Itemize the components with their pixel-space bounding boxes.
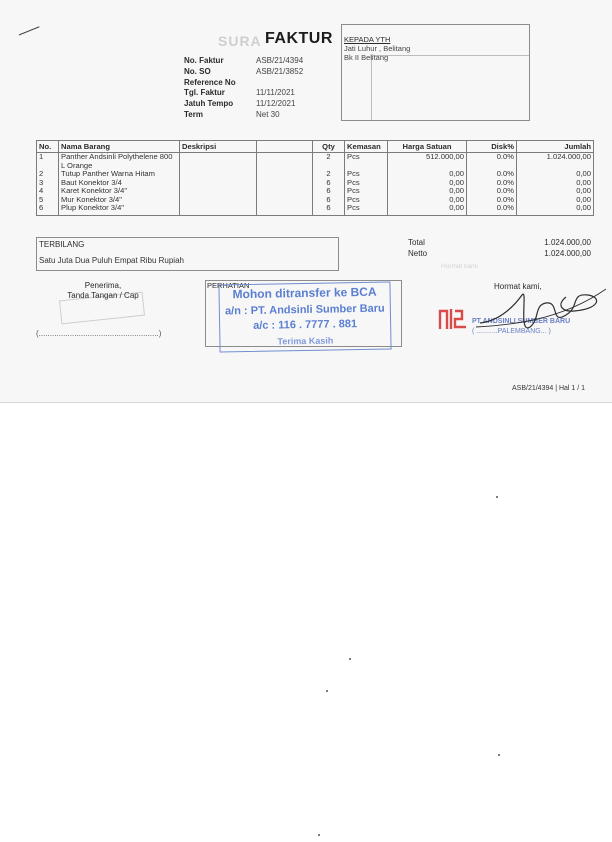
cell-no: 1 xyxy=(37,153,59,171)
cell-disk: 0.0% xyxy=(467,187,517,196)
cell-kemasan: Pcs xyxy=(345,170,388,179)
recipient-label: KEPADA YTH xyxy=(344,35,391,44)
meta-row xyxy=(184,78,303,89)
cell-no: 6 xyxy=(37,204,59,213)
cell-disk: 0.0% xyxy=(467,170,517,179)
speck xyxy=(326,690,328,692)
col-header-kemasan: Kemasan xyxy=(345,141,388,153)
cell-no: 5 xyxy=(37,196,59,205)
cell-blank xyxy=(257,187,313,196)
stamp-line-3: a/c : 116 . 7777 . 881 xyxy=(253,318,358,332)
items-table xyxy=(36,140,594,216)
meta-row xyxy=(184,99,303,110)
speck xyxy=(498,754,500,756)
meta-label: Term xyxy=(184,109,203,119)
cell-disk: 0.0% xyxy=(467,153,517,171)
cell-desk xyxy=(180,187,257,196)
cell-disk: 0.0% xyxy=(467,204,517,213)
company-signature-line: ( ...........PALEMBANG... ) xyxy=(472,328,551,335)
cell-blank xyxy=(257,153,313,171)
meta-value: ASB/21/3852 xyxy=(256,66,304,76)
cell-kemasan: Pcs xyxy=(345,187,388,196)
recipient-address-line1: Jati Luhur , Belitang xyxy=(344,44,411,53)
meta-value: ASB/21/4394 xyxy=(256,56,304,65)
cell-nama: Tutup Panther Warna Hitam xyxy=(59,170,180,179)
total-value: 1.024.000,00 xyxy=(544,238,591,247)
cell-harga: 0,00 xyxy=(388,204,467,213)
meta-row xyxy=(184,110,303,121)
cell-jumlah: 0,00 xyxy=(517,204,594,213)
receiver-sublabel: Tanda Tangan / Cap xyxy=(67,290,139,300)
cell-filler xyxy=(59,213,180,216)
cell-nama: Baut Konektor 3/4 xyxy=(59,179,180,188)
meta-label: No. SO xyxy=(184,66,211,76)
cell-nama: Mur Konektor 3/4" xyxy=(59,196,180,205)
cell-filler xyxy=(388,213,467,216)
table-row xyxy=(37,204,594,213)
handwritten-signature xyxy=(470,275,610,345)
cell-kemasan: Pcs xyxy=(345,204,388,213)
cell-qty: 6 xyxy=(313,187,345,196)
meta-row xyxy=(184,88,303,99)
stamp-line-1: Mohon ditransfer ke BCA xyxy=(232,284,377,302)
cell-harga: 0,00 xyxy=(388,179,467,188)
receiver-label: Penerima, xyxy=(84,281,122,290)
cell-qty: 2 xyxy=(313,170,345,179)
receiver-signature-line: (......................................................) xyxy=(36,329,162,338)
cell-desk xyxy=(180,179,257,188)
cell-blank xyxy=(257,204,313,213)
total-label: Total xyxy=(408,238,425,247)
cell-blank xyxy=(257,196,313,205)
cell-blank xyxy=(257,170,313,179)
cell-no: 4 xyxy=(37,187,59,196)
cell-harga: 0,00 xyxy=(388,187,467,196)
speck xyxy=(496,496,498,498)
cell-nama: Karet Konektor 3/4" xyxy=(59,187,180,196)
company-logo-icon xyxy=(438,305,470,331)
cell-filler xyxy=(517,213,594,216)
cell-kemasan: Pcs xyxy=(345,179,388,188)
meta-value: 11/12/2021 xyxy=(256,99,296,109)
col-header-deskripsi: Deskripsi xyxy=(180,141,257,153)
cell-harga: 512.000,00 xyxy=(388,153,467,171)
col-header-qty: Qty xyxy=(313,141,345,153)
cell-blank xyxy=(257,179,313,188)
table-row xyxy=(37,153,594,171)
stamp-line-4: Terima Kasih xyxy=(277,335,334,347)
cell-filler xyxy=(345,213,388,216)
col-header-jumlah: Jumlah xyxy=(517,141,594,153)
cell-qty: 6 xyxy=(313,196,345,205)
cell-harga: 0,00 xyxy=(388,196,467,205)
cell-jumlah: 1.024.000,00 xyxy=(517,153,594,171)
cell-qty: 6 xyxy=(313,204,345,213)
cell-desk xyxy=(180,153,257,171)
cell-no: 3 xyxy=(37,179,59,188)
notice-label: PERHATIAN xyxy=(207,281,250,290)
cell-qty: 2 xyxy=(313,153,345,171)
cell-desk xyxy=(180,170,257,179)
pen-mark xyxy=(19,26,44,44)
cell-kemasan: Pcs xyxy=(345,196,388,205)
meta-row xyxy=(184,67,303,78)
cell-filler xyxy=(257,213,313,216)
cell-nama: Panther Andsinli Polythelene 800 L Orange xyxy=(59,153,180,171)
ghost-closing-text: Hormat kami xyxy=(441,263,478,270)
terbilang-label: TERBILANG xyxy=(39,240,85,249)
document-title: FAKTUR xyxy=(265,30,333,47)
recipient-address xyxy=(344,45,410,62)
company-name: PT ANDSINLI SUMBER BARU xyxy=(472,318,571,325)
cell-jumlah: 0,00 xyxy=(517,187,594,196)
cell-harga: 0,00 xyxy=(388,170,467,179)
stamp-line-2: a/n : PT. Andsinli Sumber Baru xyxy=(224,302,385,318)
cell-kemasan: Pcs xyxy=(345,153,388,171)
receiver-block xyxy=(58,281,148,300)
meta-label: Jatuh Tempo xyxy=(184,99,234,109)
meta-row xyxy=(184,56,303,67)
table-filler-row xyxy=(37,213,594,216)
col-header-no: No. xyxy=(37,141,59,153)
totals-labels xyxy=(408,238,427,259)
cell-jumlah: 0,00 xyxy=(517,196,594,205)
meta-label: Reference No xyxy=(184,77,236,87)
meta-value: 11/11/2021 xyxy=(256,88,295,98)
cell-filler xyxy=(37,213,59,216)
cell-disk: 0.0% xyxy=(467,196,517,205)
totals-values xyxy=(500,238,591,259)
meta-value: Net 30 xyxy=(256,109,280,119)
col-header-disk: Disk% xyxy=(467,141,517,153)
cell-jumlah: 0,00 xyxy=(517,179,594,188)
meta-label: No. Faktur xyxy=(184,56,224,65)
col-header-blank xyxy=(257,141,313,153)
table-header-row xyxy=(37,141,594,153)
terbilang-text: Satu Juta Dua Puluh Empat Ribu Rupiah xyxy=(39,256,184,265)
speck xyxy=(318,834,320,836)
invoice-meta xyxy=(184,56,303,121)
cell-jumlah: 0,00 xyxy=(517,170,594,179)
closing-label: Hormat kami, xyxy=(494,282,542,291)
recipient-inner-box xyxy=(371,55,529,120)
speck xyxy=(349,658,351,660)
cell-nama: Plup Konektor 3/4" xyxy=(59,204,180,213)
cell-disk: 0.0% xyxy=(467,179,517,188)
cell-desk xyxy=(180,196,257,205)
cell-filler xyxy=(467,213,517,216)
recipient-address-line2: Bk II Belitang xyxy=(344,52,389,62)
netto-label: Netto xyxy=(408,248,428,258)
cell-desk xyxy=(180,204,257,213)
cell-filler xyxy=(313,213,345,216)
invoice-sheet xyxy=(0,0,612,403)
ghost-letterhead: SURA xyxy=(218,33,262,49)
col-header-nama: Nama Barang xyxy=(59,141,180,153)
bank-transfer-stamp xyxy=(218,282,391,353)
page-footer: ASB/21/4394 | Hal 1 / 1 xyxy=(512,385,586,392)
cell-no: 2 xyxy=(37,170,59,179)
cell-qty: 6 xyxy=(313,179,345,188)
meta-label: Tgl. Faktur xyxy=(184,88,225,98)
cell-filler xyxy=(180,213,257,216)
col-header-harga: Harga Satuan xyxy=(388,141,467,153)
netto-value: 1.024.000,00 xyxy=(544,248,591,258)
